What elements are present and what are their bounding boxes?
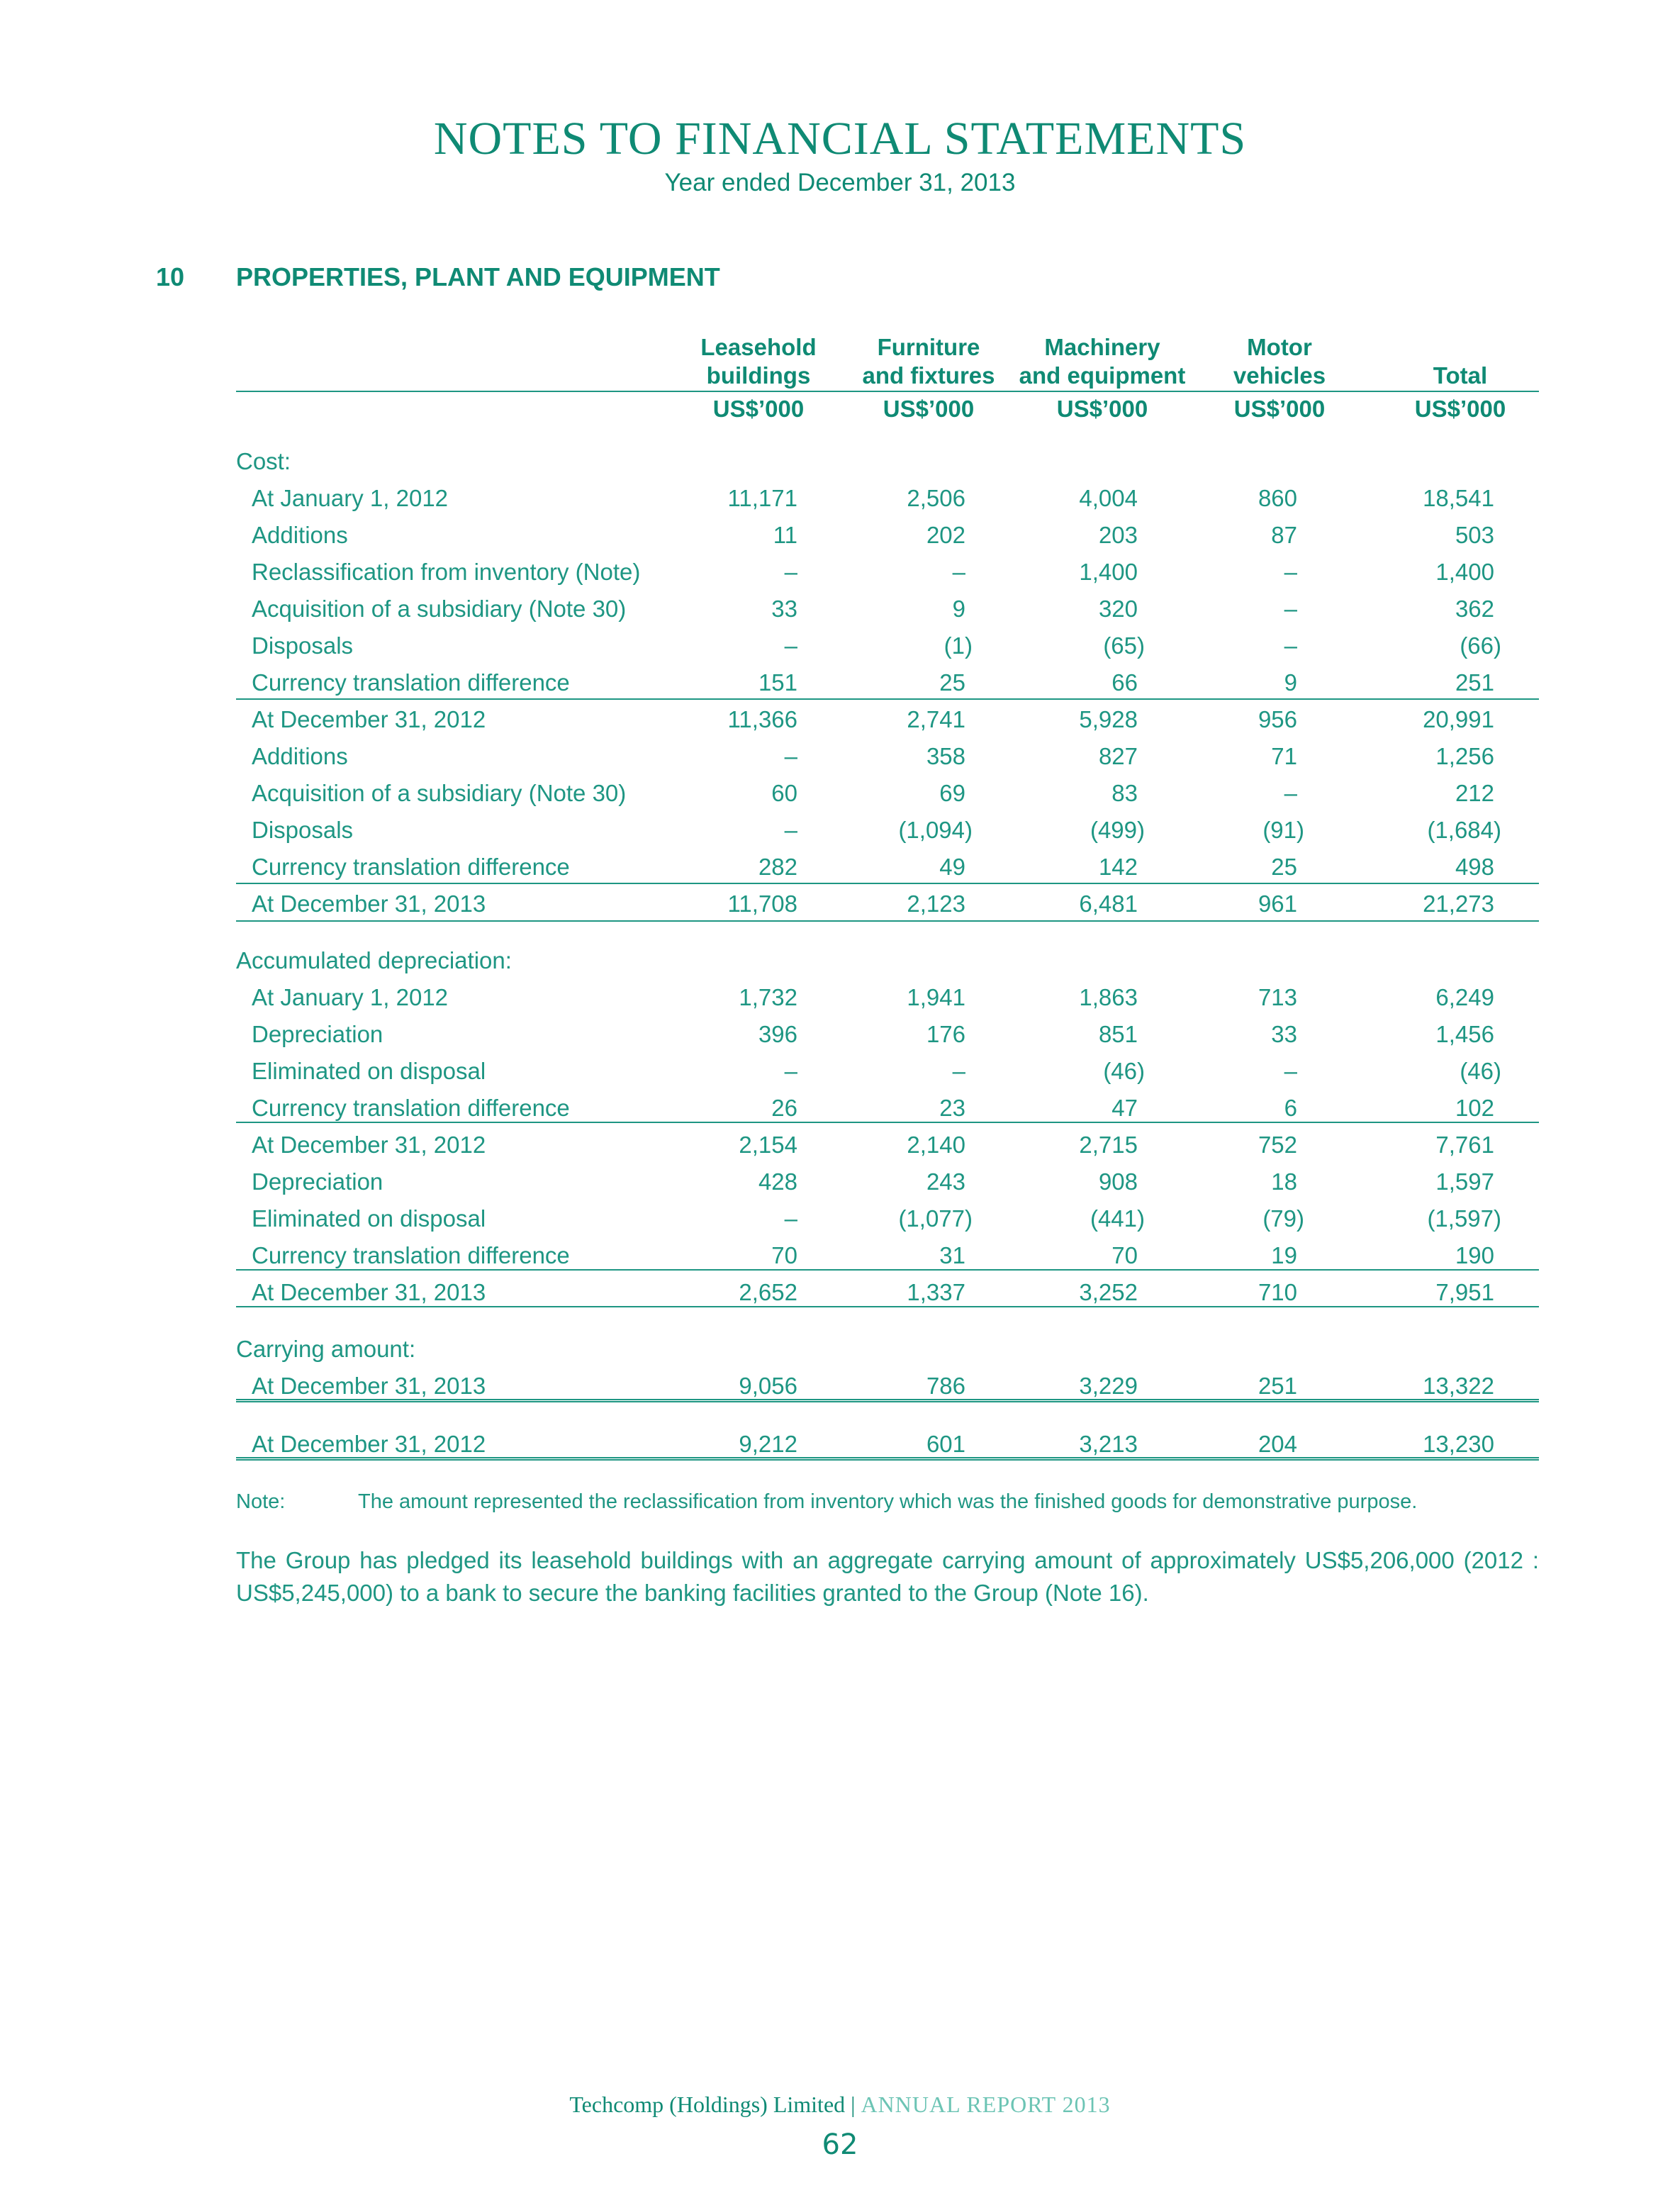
table-cell: 6,481 — [1079, 891, 1138, 917]
table-cell: 961 — [1258, 891, 1297, 917]
table-cell: 66 — [1111, 669, 1138, 696]
column-header-line1: Leasehold — [700, 334, 817, 360]
row-label: Disposals — [252, 632, 354, 659]
table-cell: 21,273 — [1423, 891, 1494, 917]
subtotal-rule — [236, 698, 1539, 700]
total-rule — [236, 920, 1539, 922]
table-cell: 70 — [771, 1242, 797, 1268]
table-cell: 69 — [939, 780, 965, 806]
row-label: Currency translation difference — [252, 1242, 570, 1268]
column-header-leasehold — [691, 333, 826, 390]
table-cell: (441) — [1090, 1205, 1145, 1232]
pledge-paragraph: The Group has pledged its leasehold buildings with an aggregate carrying amount of approximately US$5,206,000 (2012 : US$5,245,000) to a bank to secure the banking facilities granted to the Group (Note 16). — [236, 1547, 1539, 1606]
table-cell: – — [952, 1058, 965, 1084]
table-cell: 503 — [1455, 522, 1494, 548]
page-title: NOTES TO FINANCIAL STATEMENTS — [433, 113, 1247, 164]
footer — [0, 2092, 1680, 2118]
table-cell: 25 — [939, 669, 965, 696]
table-cell: (1,684) — [1427, 817, 1501, 843]
table-cell: 1,400 — [1435, 559, 1494, 585]
table-cell: 9,212 — [739, 1431, 797, 1457]
table-cell: 3,229 — [1079, 1373, 1138, 1399]
table-cell: 1,732 — [739, 984, 797, 1010]
column-header-furniture — [858, 333, 999, 390]
table-cell: 49 — [939, 854, 965, 880]
row-label: At December 31, 2012 — [252, 1431, 486, 1457]
row-label: Additions — [252, 743, 348, 769]
table-cell: 358 — [926, 743, 965, 769]
table-cell: 1,400 — [1079, 559, 1138, 585]
table-cell: 4,004 — [1079, 485, 1138, 511]
table-cell: 827 — [1098, 743, 1138, 769]
unit-total: US$’000 — [1414, 396, 1506, 422]
table-cell: – — [1284, 632, 1297, 659]
table-cell: 2,154 — [739, 1132, 797, 1158]
table-cell: 83 — [1111, 780, 1138, 806]
page-number: 62 — [822, 2128, 858, 2161]
table-cell: 251 — [1455, 669, 1494, 696]
row-group-heading: Carrying amount: — [236, 1336, 416, 1362]
row-label: At December 31, 2013 — [252, 1373, 486, 1399]
table-cell: 60 — [771, 780, 797, 806]
row-label: At December 31, 2013 — [252, 891, 486, 917]
table-cell: 243 — [926, 1168, 965, 1195]
table-cell: 13,322 — [1423, 1373, 1494, 1399]
table-cell: 251 — [1258, 1373, 1297, 1399]
table-cell: 9 — [952, 596, 965, 622]
table-cell: (1,077) — [898, 1205, 973, 1232]
table-cell: 601 — [926, 1431, 965, 1457]
table-cell: 713 — [1258, 984, 1297, 1010]
column-header-line1: Furniture — [877, 334, 980, 360]
table-cell: 710 — [1258, 1279, 1297, 1305]
row-label: At December 31, 2012 — [252, 1132, 486, 1158]
column-header-line1 — [1389, 333, 1531, 362]
table-cell: 2,140 — [907, 1132, 965, 1158]
table-cell: (499) — [1090, 817, 1145, 843]
row-label: Additions — [252, 522, 348, 548]
note-label: Note: — [236, 1490, 286, 1513]
row-label: Eliminated on disposal — [252, 1205, 486, 1232]
table-cell: 908 — [1098, 1168, 1138, 1195]
row-group-heading: Accumulated depreciation: — [236, 947, 512, 973]
table-cell: (46) — [1103, 1058, 1145, 1084]
row-label: Currency translation difference — [252, 669, 570, 696]
table-cell: 151 — [758, 669, 797, 696]
footer-separator: | — [851, 2092, 856, 2117]
table-cell: 11,366 — [727, 706, 797, 732]
table-cell: (79) — [1262, 1205, 1304, 1232]
table-cell: (65) — [1103, 632, 1145, 659]
table-cell: 2,506 — [907, 485, 965, 511]
table-cell: – — [1284, 559, 1297, 585]
table-cell: 212 — [1455, 780, 1494, 806]
table-cell: – — [784, 632, 797, 659]
table-cell: – — [952, 559, 965, 585]
table-cell: 6,249 — [1435, 984, 1494, 1010]
table-cell: 2,741 — [907, 706, 965, 732]
table-cell: 428 — [758, 1168, 797, 1195]
table-cell: 142 — [1098, 854, 1138, 880]
row-label: Eliminated on disposal — [252, 1058, 486, 1084]
table-cell: 1,941 — [907, 984, 965, 1010]
unit-motor: US$’000 — [1233, 396, 1326, 422]
section-title: PROPERTIES, PLANT AND EQUIPMENT — [236, 262, 720, 291]
table-cell: (46) — [1460, 1058, 1501, 1084]
header-rule — [236, 391, 1539, 392]
table-cell: 1,863 — [1079, 984, 1138, 1010]
table-cell: – — [1284, 780, 1297, 806]
table-cell: 70 — [1111, 1242, 1138, 1268]
table-cell: 202 — [926, 522, 965, 548]
table-cell: 31 — [939, 1242, 965, 1268]
table-cell: 320 — [1098, 596, 1138, 622]
table-cell: 204 — [1258, 1431, 1297, 1457]
table-cell: 47 — [1111, 1095, 1138, 1121]
table-cell: 7,761 — [1435, 1132, 1494, 1158]
unit-furniture: US$’000 — [883, 396, 975, 422]
table-cell: 2,715 — [1079, 1132, 1138, 1158]
subtotal-rule — [236, 1122, 1539, 1123]
unit-machinery: US$’000 — [1056, 396, 1148, 422]
table-cell: 752 — [1258, 1132, 1297, 1158]
table-cell: – — [784, 743, 797, 769]
column-header-motor — [1212, 333, 1347, 390]
table-cell: 20,991 — [1423, 706, 1494, 732]
row-label: Depreciation — [252, 1021, 383, 1047]
table-cell: (66) — [1460, 632, 1501, 659]
footer-company: Techcomp (Holdings) Limited — [569, 2092, 846, 2117]
table-cell: – — [1284, 596, 1297, 622]
table-cell: 33 — [1271, 1021, 1297, 1047]
column-header-total — [1389, 333, 1531, 390]
row-label: At December 31, 2012 — [252, 706, 486, 732]
table-cell: 9 — [1284, 669, 1297, 696]
table-cell: 498 — [1455, 854, 1494, 880]
row-label: At January 1, 2012 — [252, 485, 449, 511]
table-cell: 87 — [1271, 522, 1297, 548]
table-cell: (91) — [1262, 817, 1304, 843]
table-cell: 6 — [1284, 1095, 1297, 1121]
note-text: The amount represented the reclassification from inventory which was the finished goods for demonstrative purpose. — [358, 1490, 1418, 1513]
double-total-rule — [236, 1399, 1539, 1402]
column-header-line2: buildings — [706, 362, 811, 389]
table-cell: 102 — [1455, 1095, 1494, 1121]
row-label: Reclassification from inventory (Note) — [252, 559, 641, 585]
column-header-machinery — [1014, 333, 1191, 390]
footer-report: ANNUAL REPORT 2013 — [861, 2092, 1111, 2117]
table-cell: 5,928 — [1079, 706, 1138, 732]
table-cell: – — [784, 817, 797, 843]
table-cell: 176 — [926, 1021, 965, 1047]
table-cell: 2,123 — [907, 891, 965, 917]
row-label: Acquisition of a subsidiary (Note 30) — [252, 780, 627, 806]
column-header-line1: Machinery — [1044, 334, 1160, 360]
table-cell: 1,256 — [1435, 743, 1494, 769]
column-header-line1: Motor — [1247, 334, 1312, 360]
table-cell: 11 — [773, 522, 797, 548]
column-header-line2: and fixtures — [862, 362, 995, 389]
table-cell: 11,171 — [727, 485, 797, 511]
page-subtitle: Year ended December 31, 2013 — [664, 169, 1016, 196]
table-cell: – — [784, 1058, 797, 1084]
table-cell: 9,056 — [739, 1373, 797, 1399]
table-cell: 25 — [1271, 854, 1297, 880]
column-header-line2: Total — [1433, 362, 1488, 389]
row-label: At January 1, 2012 — [252, 984, 449, 1010]
table-cell: 396 — [758, 1021, 797, 1047]
table-cell: 786 — [926, 1373, 965, 1399]
row-label: Acquisition of a subsidiary (Note 30) — [252, 596, 627, 622]
table-cell: – — [1284, 1058, 1297, 1084]
table-cell: 7,951 — [1435, 1279, 1494, 1305]
table-cell: 1,597 — [1435, 1168, 1494, 1195]
double-total-rule — [236, 1457, 1539, 1461]
table-cell: 956 — [1258, 706, 1297, 732]
table-cell: (1,094) — [898, 817, 973, 843]
unit-leasehold: US$’000 — [712, 396, 805, 422]
table-cell: 26 — [771, 1095, 797, 1121]
table-cell: 362 — [1455, 596, 1494, 622]
column-header-line2: and equipment — [1019, 362, 1186, 389]
table-cell: 1,337 — [907, 1279, 965, 1305]
table-cell: 3,213 — [1079, 1431, 1138, 1457]
total-rule — [236, 1306, 1539, 1307]
table-cell: 23 — [939, 1095, 965, 1121]
section-number: 10 — [156, 262, 185, 291]
table-cell: (1) — [943, 632, 973, 659]
subtotal-rule — [236, 883, 1539, 884]
table-cell: (1,597) — [1427, 1205, 1501, 1232]
table-cell: 11,708 — [727, 891, 797, 917]
column-header-line2: vehicles — [1233, 362, 1326, 389]
table-cell: 33 — [771, 596, 797, 622]
table-cell: 3,252 — [1079, 1279, 1138, 1305]
table-cell: – — [784, 1205, 797, 1232]
row-label: Depreciation — [252, 1168, 383, 1195]
table-cell: 203 — [1098, 522, 1138, 548]
table-cell: 18,541 — [1423, 485, 1494, 511]
table-cell: 71 — [1271, 743, 1297, 769]
row-group-heading: Cost: — [236, 448, 291, 474]
table-cell: 860 — [1258, 485, 1297, 511]
table-cell: 851 — [1098, 1021, 1138, 1047]
table-cell: 19 — [1271, 1242, 1297, 1268]
table-cell: 1,456 — [1435, 1021, 1494, 1047]
table-cell: 13,230 — [1423, 1431, 1494, 1457]
row-label: Disposals — [252, 817, 354, 843]
subtotal-rule — [236, 1269, 1539, 1271]
row-label: Currency translation difference — [252, 854, 570, 880]
row-label: At December 31, 2013 — [252, 1279, 486, 1305]
table-cell: 282 — [758, 854, 797, 880]
table-cell: – — [784, 559, 797, 585]
row-label: Currency translation difference — [252, 1095, 570, 1121]
table-cell: 190 — [1455, 1242, 1494, 1268]
table-cell: 2,652 — [739, 1279, 797, 1305]
table-cell: 18 — [1271, 1168, 1297, 1195]
